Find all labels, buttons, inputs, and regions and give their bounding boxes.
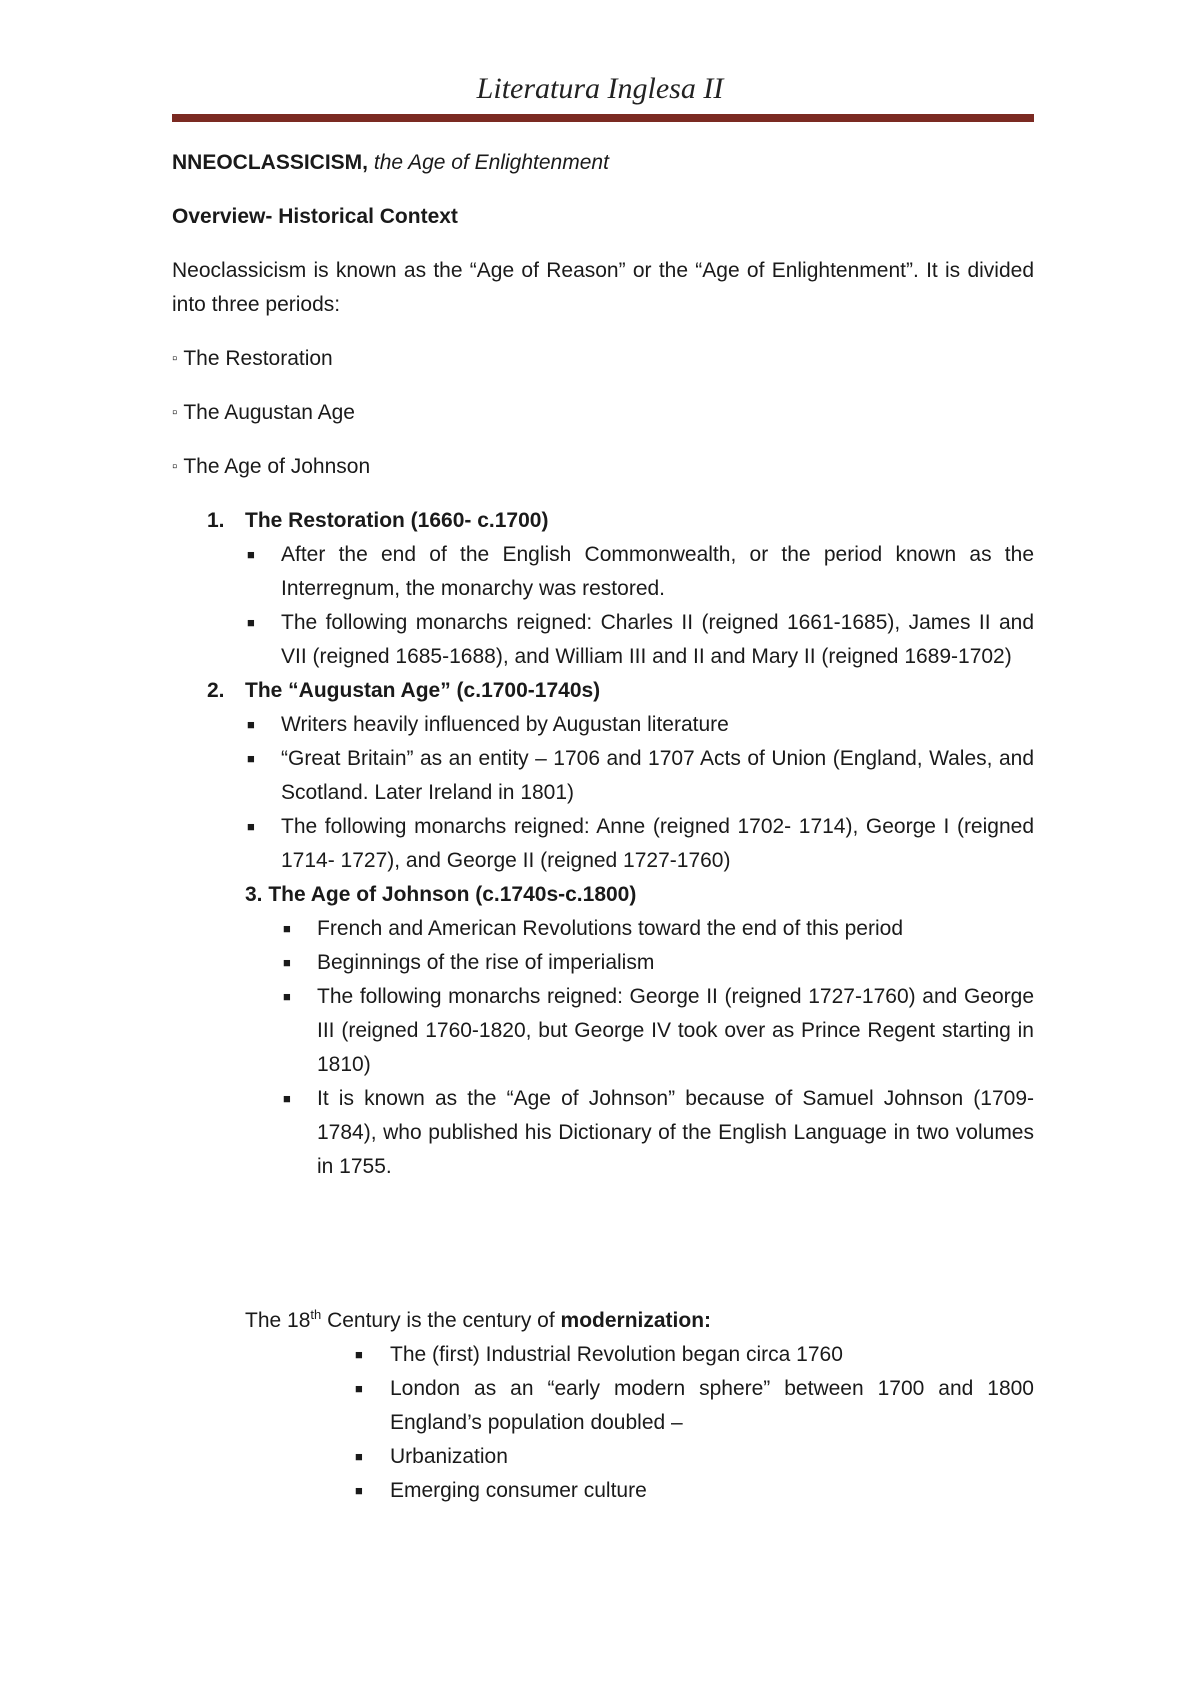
section-1-bullets bbox=[172, 538, 1034, 674]
list-item: ■ After the end of the English Commonwealth, or the period known as the Interregnum, the monarchy was restored. bbox=[172, 538, 1034, 606]
list-item: ■ It is known as the “Age of Johnson” because of Samuel Johnson (1709-1784), who published his Dictionary of the English Language in two volumes in 1755. bbox=[172, 1082, 1034, 1184]
list-item: ■ “Great Britain” as an entity – 1706 and 1707 Acts of Union (England, Wales, and Scotland. Later Ireland in 1801) bbox=[172, 742, 1034, 810]
bullet-icon: ■ bbox=[247, 717, 255, 732]
bullet-icon: ■ bbox=[355, 1449, 363, 1464]
list-item: ■ The (first) Industrial Revolution began circa 1760 bbox=[172, 1338, 1034, 1372]
bullet-icon: ■ bbox=[355, 1381, 363, 1396]
bullet-icon: ■ bbox=[355, 1483, 363, 1498]
document-heading bbox=[172, 146, 1034, 180]
bullet-icon: ■ bbox=[283, 955, 291, 970]
list-item: ■ Writers heavily influenced by Augustan literature bbox=[172, 708, 1034, 742]
list-item: ■ Beginnings of the rise of imperialism bbox=[172, 946, 1034, 980]
period-item: ▫ The Age of Johnson bbox=[172, 455, 371, 478]
bullet-icon: ■ bbox=[247, 819, 255, 834]
square-bullet-icon: ▫ bbox=[172, 404, 178, 421]
list-item: ■ The following monarchs reigned: George II (reigned 1727-1760) and George III (reigned 1760-1820, but George IV took over as Prince Regent starting in 1810) bbox=[172, 980, 1034, 1082]
bullet-icon: ■ bbox=[247, 751, 255, 766]
list-item: ■ Urbanization bbox=[172, 1440, 1034, 1474]
bullet-icon: ■ bbox=[247, 547, 255, 562]
square-bullet-icon: ▫ bbox=[172, 458, 178, 475]
bullet-icon: ■ bbox=[283, 989, 291, 1004]
section-1-heading: 1. The Restoration (1660- c.1700) bbox=[207, 509, 549, 532]
header-rule bbox=[172, 114, 1034, 122]
bullet-icon: ■ bbox=[283, 921, 291, 936]
century-bullets bbox=[172, 1338, 1034, 1508]
list-item: ■ The following monarchs reigned: Anne (reigned 1702- 1714), George I (reigned 1714- 1727), and George II (reigned 1727-1760) bbox=[172, 810, 1034, 878]
period-item: ▫ The Augustan Age bbox=[172, 401, 355, 424]
heading-bold: NNEOCLASSICISM, bbox=[172, 151, 369, 174]
period-item: ▫ The Restoration bbox=[172, 347, 333, 370]
section-2-bullets bbox=[172, 708, 1034, 878]
century-heading: The 18th Century is the century of modernization: bbox=[245, 1307, 712, 1332]
bullet-icon: ■ bbox=[283, 1091, 291, 1106]
list-item: ■ French and American Revolutions toward the end of this period bbox=[172, 912, 1034, 946]
square-bullet-icon: ▫ bbox=[172, 350, 178, 367]
intro-paragraph: Neoclassicism is known as the “Age of Reason” or the “Age of Enlightenment”. It is divided into three periods: bbox=[172, 259, 1034, 316]
list-item: ■ Emerging consumer culture bbox=[172, 1474, 1034, 1508]
section-3-heading: 3. The Age of Johnson (c.1740s-c.1800) bbox=[245, 883, 637, 906]
document-body bbox=[172, 146, 1034, 1508]
section-3-bullets bbox=[172, 912, 1034, 1184]
list-item: ■ The following monarchs reigned: Charles II (reigned 1661-1685), James II and VII (reigned 1685-1688), and William III and II and Mary II (reigned 1689-1702) bbox=[172, 606, 1034, 674]
list-item: ■ London as an “early modern sphere” between 1700 and 1800 England’s population doubled – bbox=[172, 1372, 1034, 1440]
bullet-icon: ■ bbox=[355, 1347, 363, 1362]
subheading: Overview- Historical Context bbox=[172, 205, 458, 228]
header-title: Literatura Inglesa II bbox=[476, 72, 724, 105]
section-2-heading: 2. The “Augustan Age” (c.1700-1740s) bbox=[207, 679, 601, 702]
heading-italic: the Age of Enlightenment bbox=[373, 151, 609, 174]
bullet-icon: ■ bbox=[247, 615, 255, 630]
